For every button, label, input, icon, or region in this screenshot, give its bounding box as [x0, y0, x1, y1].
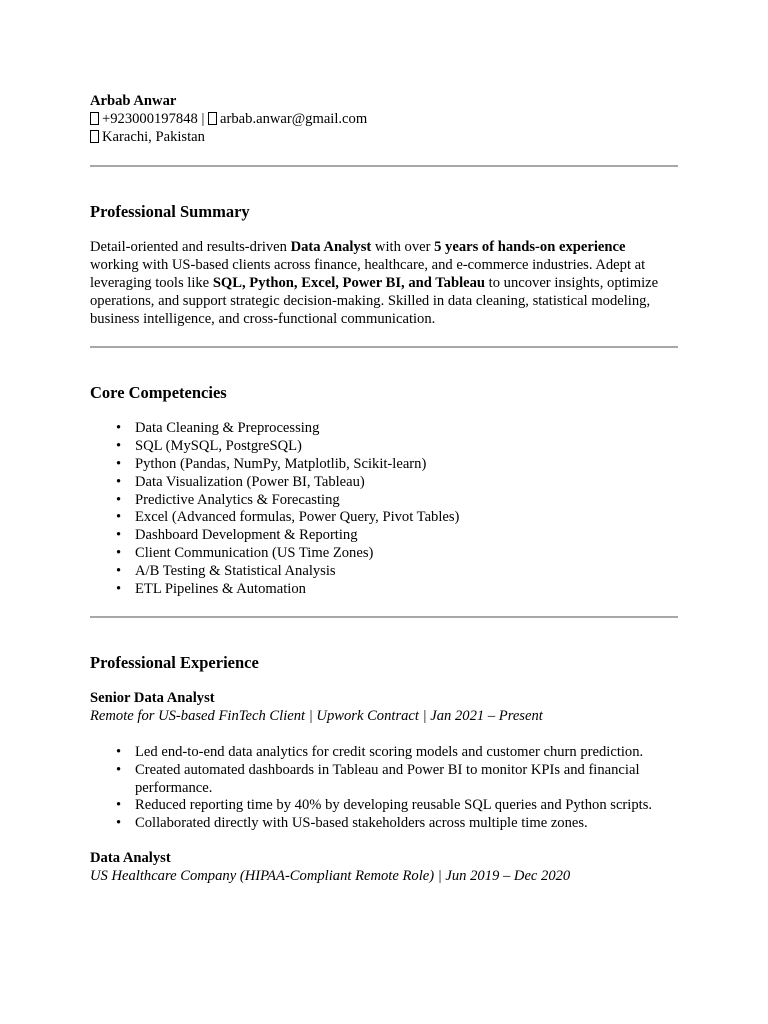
phone-icon [90, 112, 99, 125]
summary-bold-role: Data Analyst [290, 239, 372, 256]
resume-content [90, 93, 678, 904]
email-address: arbab.anwar@gmail.com [220, 110, 368, 127]
contact-line [90, 111, 678, 129]
experience-heading: Professional Experience [90, 653, 259, 673]
list-item: • Collaborated directly with US-based stakeholders across multiple time zones. [135, 815, 678, 833]
section-divider [90, 165, 678, 167]
candidate-name: Arbab Anwar [90, 93, 177, 109]
list-item: • Reduced reporting time by 40% by developing reusable SQL queries and Python scripts. [135, 797, 678, 815]
summary-text-4: to uncover insights, optimize operations, and support strategic decision-making. Skilled in data cleaning, statistical modeling, business intelligence, and cross-functional communication. [90, 274, 659, 327]
job-meta: Remote for US-based FinTech Client | Upwork Contract | Jan 2021 – Present [90, 708, 543, 725]
location-line [90, 129, 678, 147]
list-item: • Dashboard Development & Reporting [135, 527, 678, 545]
list-item: • Data Cleaning & Preprocessing [135, 420, 678, 438]
list-item: • Created automated dashboards in Tableau and Power BI to monitor KPIs and financial performance. [135, 762, 678, 798]
list-item: • Excel (Advanced formulas, Power Query, Pivot Tables) [135, 509, 678, 527]
list-item: • Client Communication (US Time Zones) [135, 545, 678, 563]
list-item: • Led end-to-end data analytics for credit scoring models and customer churn prediction. [135, 744, 678, 762]
list-item: • Predictive Analytics & Forecasting [135, 492, 678, 510]
competencies-section-head [90, 383, 678, 403]
summary-section-head [90, 202, 678, 222]
section-divider [90, 616, 678, 618]
section-divider [90, 346, 678, 348]
job-title: Data Analyst [90, 849, 171, 866]
list-item: • Python (Pandas, NumPy, Matplotlib, Scikit-learn) [135, 456, 678, 474]
list-item: • Data Visualization (Power BI, Tableau) [135, 474, 678, 492]
summary-bold-tools: SQL, Python, Excel, Power BI, and Tableau [212, 274, 486, 291]
summary-text-2: with over [371, 239, 435, 256]
header [90, 93, 678, 146]
summary-paragraph [90, 239, 670, 328]
location: Karachi, Pakistan [102, 128, 205, 145]
summary-text-1: Detail-oriented and results-driven [90, 239, 291, 256]
job-meta: US Healthcare Company (HIPAA-Compliant Remote Role) | Jun 2019 – Dec 2020 [90, 867, 571, 884]
summary-heading: Professional Summary [90, 202, 250, 222]
phone-number: +923000197848 [102, 110, 198, 127]
list-item: • A/B Testing & Statistical Analysis [135, 563, 678, 581]
summary-bold-experience: 5 years of hands-on experience [434, 239, 626, 256]
job-entry [90, 850, 678, 886]
location-icon [90, 130, 99, 143]
job-bullets [90, 744, 678, 833]
list-item: • SQL (MySQL, PostgreSQL) [135, 438, 678, 456]
email-icon [208, 112, 217, 125]
list-item: • ETL Pipelines & Automation [135, 581, 678, 599]
competencies-list [90, 420, 678, 598]
job-title: Senior Data Analyst [90, 690, 215, 707]
job-entry [90, 690, 678, 833]
competencies-heading: Core Competencies [90, 383, 227, 403]
experience-section-head [90, 653, 678, 673]
contact-separator: | [201, 110, 205, 127]
summary-text-3: working with US-based clients across finance, healthcare, and e-commerce industries. Adept at leveraging tools like [90, 257, 646, 291]
